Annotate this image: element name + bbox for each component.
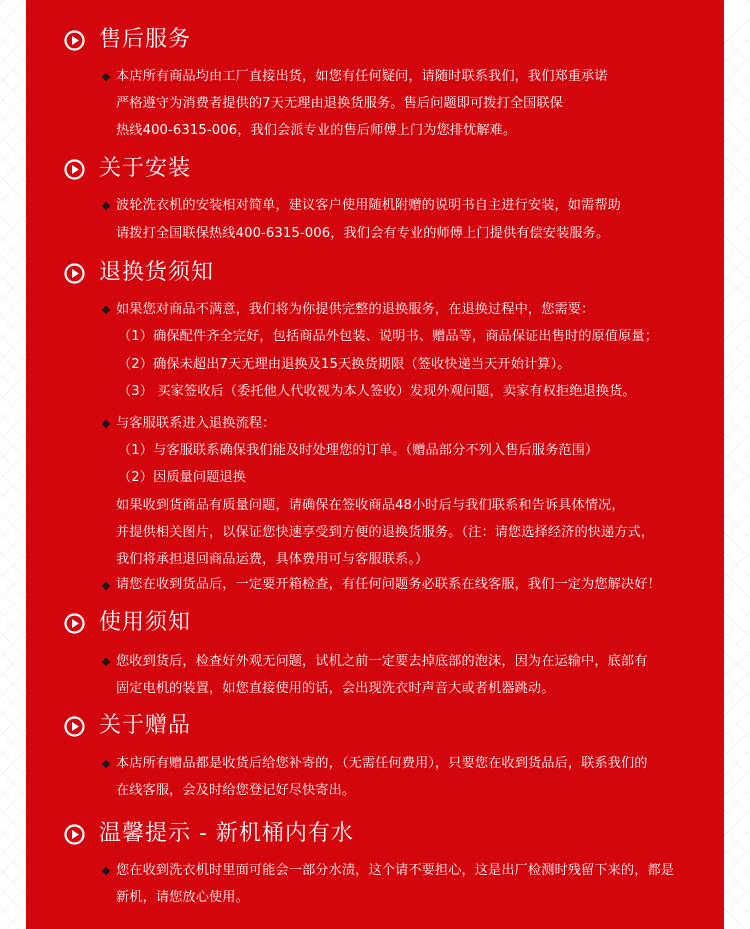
paragraph-line: 固定电机的装置，如您直接使用的话，会出现洗衣时声音大或者机器跳动。 [116, 681, 555, 696]
play-circle-icon [64, 159, 85, 180]
diamond-bullet-icon [102, 582, 110, 590]
play-circle-icon [64, 263, 85, 284]
section-heading-installation [64, 154, 191, 184]
left-margin-pattern [0, 0, 26, 929]
paragraph-line: 并提供相关图片，以保证您快速享受到方便的退换货服务。（注：请您选择经济的快递方式， [116, 525, 655, 540]
play-circle-icon [64, 613, 85, 634]
paragraph-line: 热线400-6315-006，我们会派专业的售后师傅上门为您排忧解难。 [116, 123, 517, 138]
paragraph-line: 您在收到洗衣机时里面可能会一部分水渍，这个请不要担心，这是出厂检测时残留下来的，都是 [116, 863, 675, 878]
section-title: 关于赠品 [99, 713, 192, 738]
paragraph-line: 本店所有赠品都是收货后给您补寄的，（无需任何费用），只要您在收到货品后，联系我们的 [116, 756, 648, 771]
section-title: 关于安装 [99, 156, 192, 181]
paragraph-line: 与客服联系进入退换流程： [116, 416, 276, 431]
diamond-bullet-icon [102, 420, 110, 428]
section-heading-reminder [64, 819, 354, 849]
section-heading-returns [64, 258, 214, 288]
play-circle-icon [64, 824, 85, 845]
play-circle-icon [64, 30, 85, 51]
paragraph-line: 波轮洗衣机的安装相对简单，建议客户使用随机附赠的说明书自主进行安装，如需帮助 [116, 198, 621, 213]
paragraph-line: 如果您对商品不满意，我们将为你提供完整的退换服务，在退换过程中，您需要： [116, 302, 595, 317]
after-sales-info-panel [26, 0, 724, 929]
paragraph-line: 本店所有商品均由工厂直接出货，如您有任何疑问，请随时联系我们，我们郑重承诺 [116, 69, 608, 84]
diamond-bullet-icon [102, 73, 110, 81]
section-heading-usage [64, 608, 191, 638]
section-title: 退换货须知 [99, 260, 215, 285]
paragraph-line: 如果收到货商品有质量问题，请确保在签收商品48小时后与我们联系和告诉具体情况， [116, 498, 625, 513]
paragraph-line: 新机，请您放心使用。 [116, 890, 249, 905]
right-margin-pattern [724, 0, 750, 929]
paragraph-line: 您收到货后，检查好外观无问题，试机之前一定要去掉底部的泡沫，因为在运输中，底部有 [116, 654, 648, 669]
paragraph-line: （1）与客服联系确保我们能及时处理您的订单。（赠品部分不列入售后服务范围） [118, 443, 599, 458]
section-title: 温馨提示 - 新机桶内有水 [99, 821, 354, 846]
paragraph-line: 请您在收到货品后，一定要开箱检查，有任何问题务必联系在线客服，我们一定为您解决好！ [116, 577, 661, 592]
section-heading-after-sales [64, 25, 191, 55]
paragraph-line: （2）因质量问题退换 [118, 470, 247, 485]
paragraph-line: （2）确保未超出7天无理由退换及15天换货期限（签收快递当天开始计算）。 [118, 357, 571, 372]
diamond-bullet-icon [102, 306, 110, 314]
play-circle-icon [64, 716, 85, 737]
section-title: 使用须知 [99, 610, 192, 635]
diamond-bullet-icon [102, 867, 110, 875]
paragraph-line: 请拨打全国联保热线400-6315-006，我们会有专业的师傅上门提供有偿安装服务。 [116, 226, 610, 241]
paragraph-line: 在线客服，会及时给您登记好尽快寄出。 [116, 783, 356, 798]
paragraph-line: 我们将承担退回商品运费，具体费用可与客服联系。） [116, 552, 429, 567]
paragraph-line: 严格遵守为消费者提供的7天无理由退换货服务。售后问题即可拨打全国联保 [116, 96, 563, 111]
diamond-bullet-icon [102, 202, 110, 210]
diamond-bullet-icon [102, 658, 110, 666]
section-heading-gifts [64, 711, 191, 741]
section-title: 售后服务 [99, 27, 192, 52]
paragraph-line: （3） 买家签收后（委托他人代收视为本人签收）发现外观问题，卖家有权拒绝退换货。 [118, 384, 636, 399]
diamond-bullet-icon [102, 760, 110, 768]
paragraph-line: （1）确保配件齐全完好，包括商品外包装、说明书、赠品等，商品保证出售时的原值原量； [118, 329, 658, 344]
